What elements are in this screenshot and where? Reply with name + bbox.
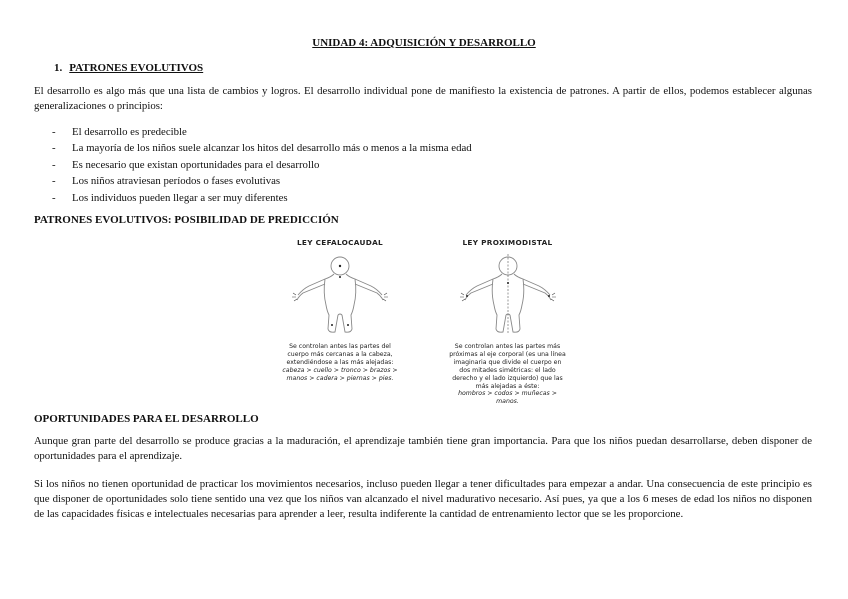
figure-title: LEY CEFALOCAUDAL [296,238,384,247]
caption-line: Se controlan antes las partes más [454,343,561,350]
figure-cefalocaudal [270,238,410,383]
caption-line: próximas al eje corporal (es una línea [449,350,566,358]
principles-list [52,124,472,206]
caption-line: más alejadas a éste: [475,382,540,390]
section-heading-patrones [54,62,203,74]
list-item-text: La mayoría de los niños suele alcanzar los hitos del desarrollo más o menos a la misma edad [72,142,472,155]
dash-bullet: - [52,126,56,138]
list-item [52,140,472,156]
list-item [52,190,472,206]
list-item [52,157,472,173]
dash-bullet: - [52,158,56,171]
caption-emphasis: hombros > codos > muñecas > [458,390,557,398]
caption-line: cuerpo más cercanas a la cabeza, [287,350,393,358]
section-heading-prediccion: PATRONES EVOLUTIVOS: POSIBILIDAD DE PREDICCIÓN [34,214,339,226]
list-item [52,173,472,189]
caption-line: derecho y el lado izquierdo) que las [452,374,563,382]
list-item-text: Es necesario que existan oportunidades para el desarrollo [72,158,320,171]
list-item-text: El desarrollo es predecible [72,126,187,138]
child-outline-axis-illustration [453,253,563,335]
body-paragraph: Aunque gran parte del desarrollo se produce gracias a la maduración, el aprendizaje también tiene gran importancia. Para que los niños puedan desarrollarse, deben disponer de oportunidades para el aprendizaje. [34,435,812,462]
caption-line: imaginaria que divide el cuerpo en [453,358,562,366]
figure-caption [270,343,410,383]
page-title: UNIDAD 4: ADQUISICIÓN Y DESARROLLO [312,37,536,49]
dash-bullet: - [52,191,56,204]
child-outline-illustration [285,253,395,335]
figure-caption [435,343,580,406]
caption-emphasis: cabeza > cuello > tronco > brazos > [282,366,398,374]
figure-title: LEY PROXIMODISTAL [462,238,553,247]
caption-line: extendiéndose a las más alejadas: [286,358,394,366]
intro-paragraph: El desarrollo es algo más que una lista de cambios y logros. El desarrollo individual pone de manifiesto la existencia de patrones. A partir de ellos, podemos establecer algunas generalizaciones o principios: [34,85,812,112]
dash-bullet: - [52,142,56,155]
figure-proximodistal [435,238,580,406]
section-title: PATRONES EVOLUTIVOS [69,62,204,74]
section-number: 1. [54,62,63,74]
list-item-text: Los individuos pueden llegar a ser muy diferentes [72,191,288,204]
caption-emphasis: manos > cadera > piernas > pies. [286,374,394,382]
caption-emphasis: manos. [496,398,519,406]
caption-line: Se controlan antes las partes del [289,343,391,350]
caption-line: dos mitades simétricas: el lado [459,366,556,374]
section-heading-oportunidades: OPORTUNIDADES PARA EL DESARROLLO [34,413,259,425]
list-item [52,124,472,140]
body-paragraph: Si los niños no tienen oportunidad de practicar los movimientos necesarios, incluso pueden llegar a tener dificultades para empezar a andar. Una consecuencia de este principio es que disponer de oportunidades solo tiene sentido una vez que los niños van alcanzado el nivel madurativo necesario. Así pues, ya que a los 6 meses de edad los niños no disponen de las capacidades físicas e intelectuales necesarias para aprender a leer, resulta indiferente la cantidad de entrenamiento lector que se les proporcione. [34,478,812,520]
list-item-text: Los niños atraviesan períodos o fases evolutivas [72,175,281,188]
dash-bullet: - [52,175,56,188]
